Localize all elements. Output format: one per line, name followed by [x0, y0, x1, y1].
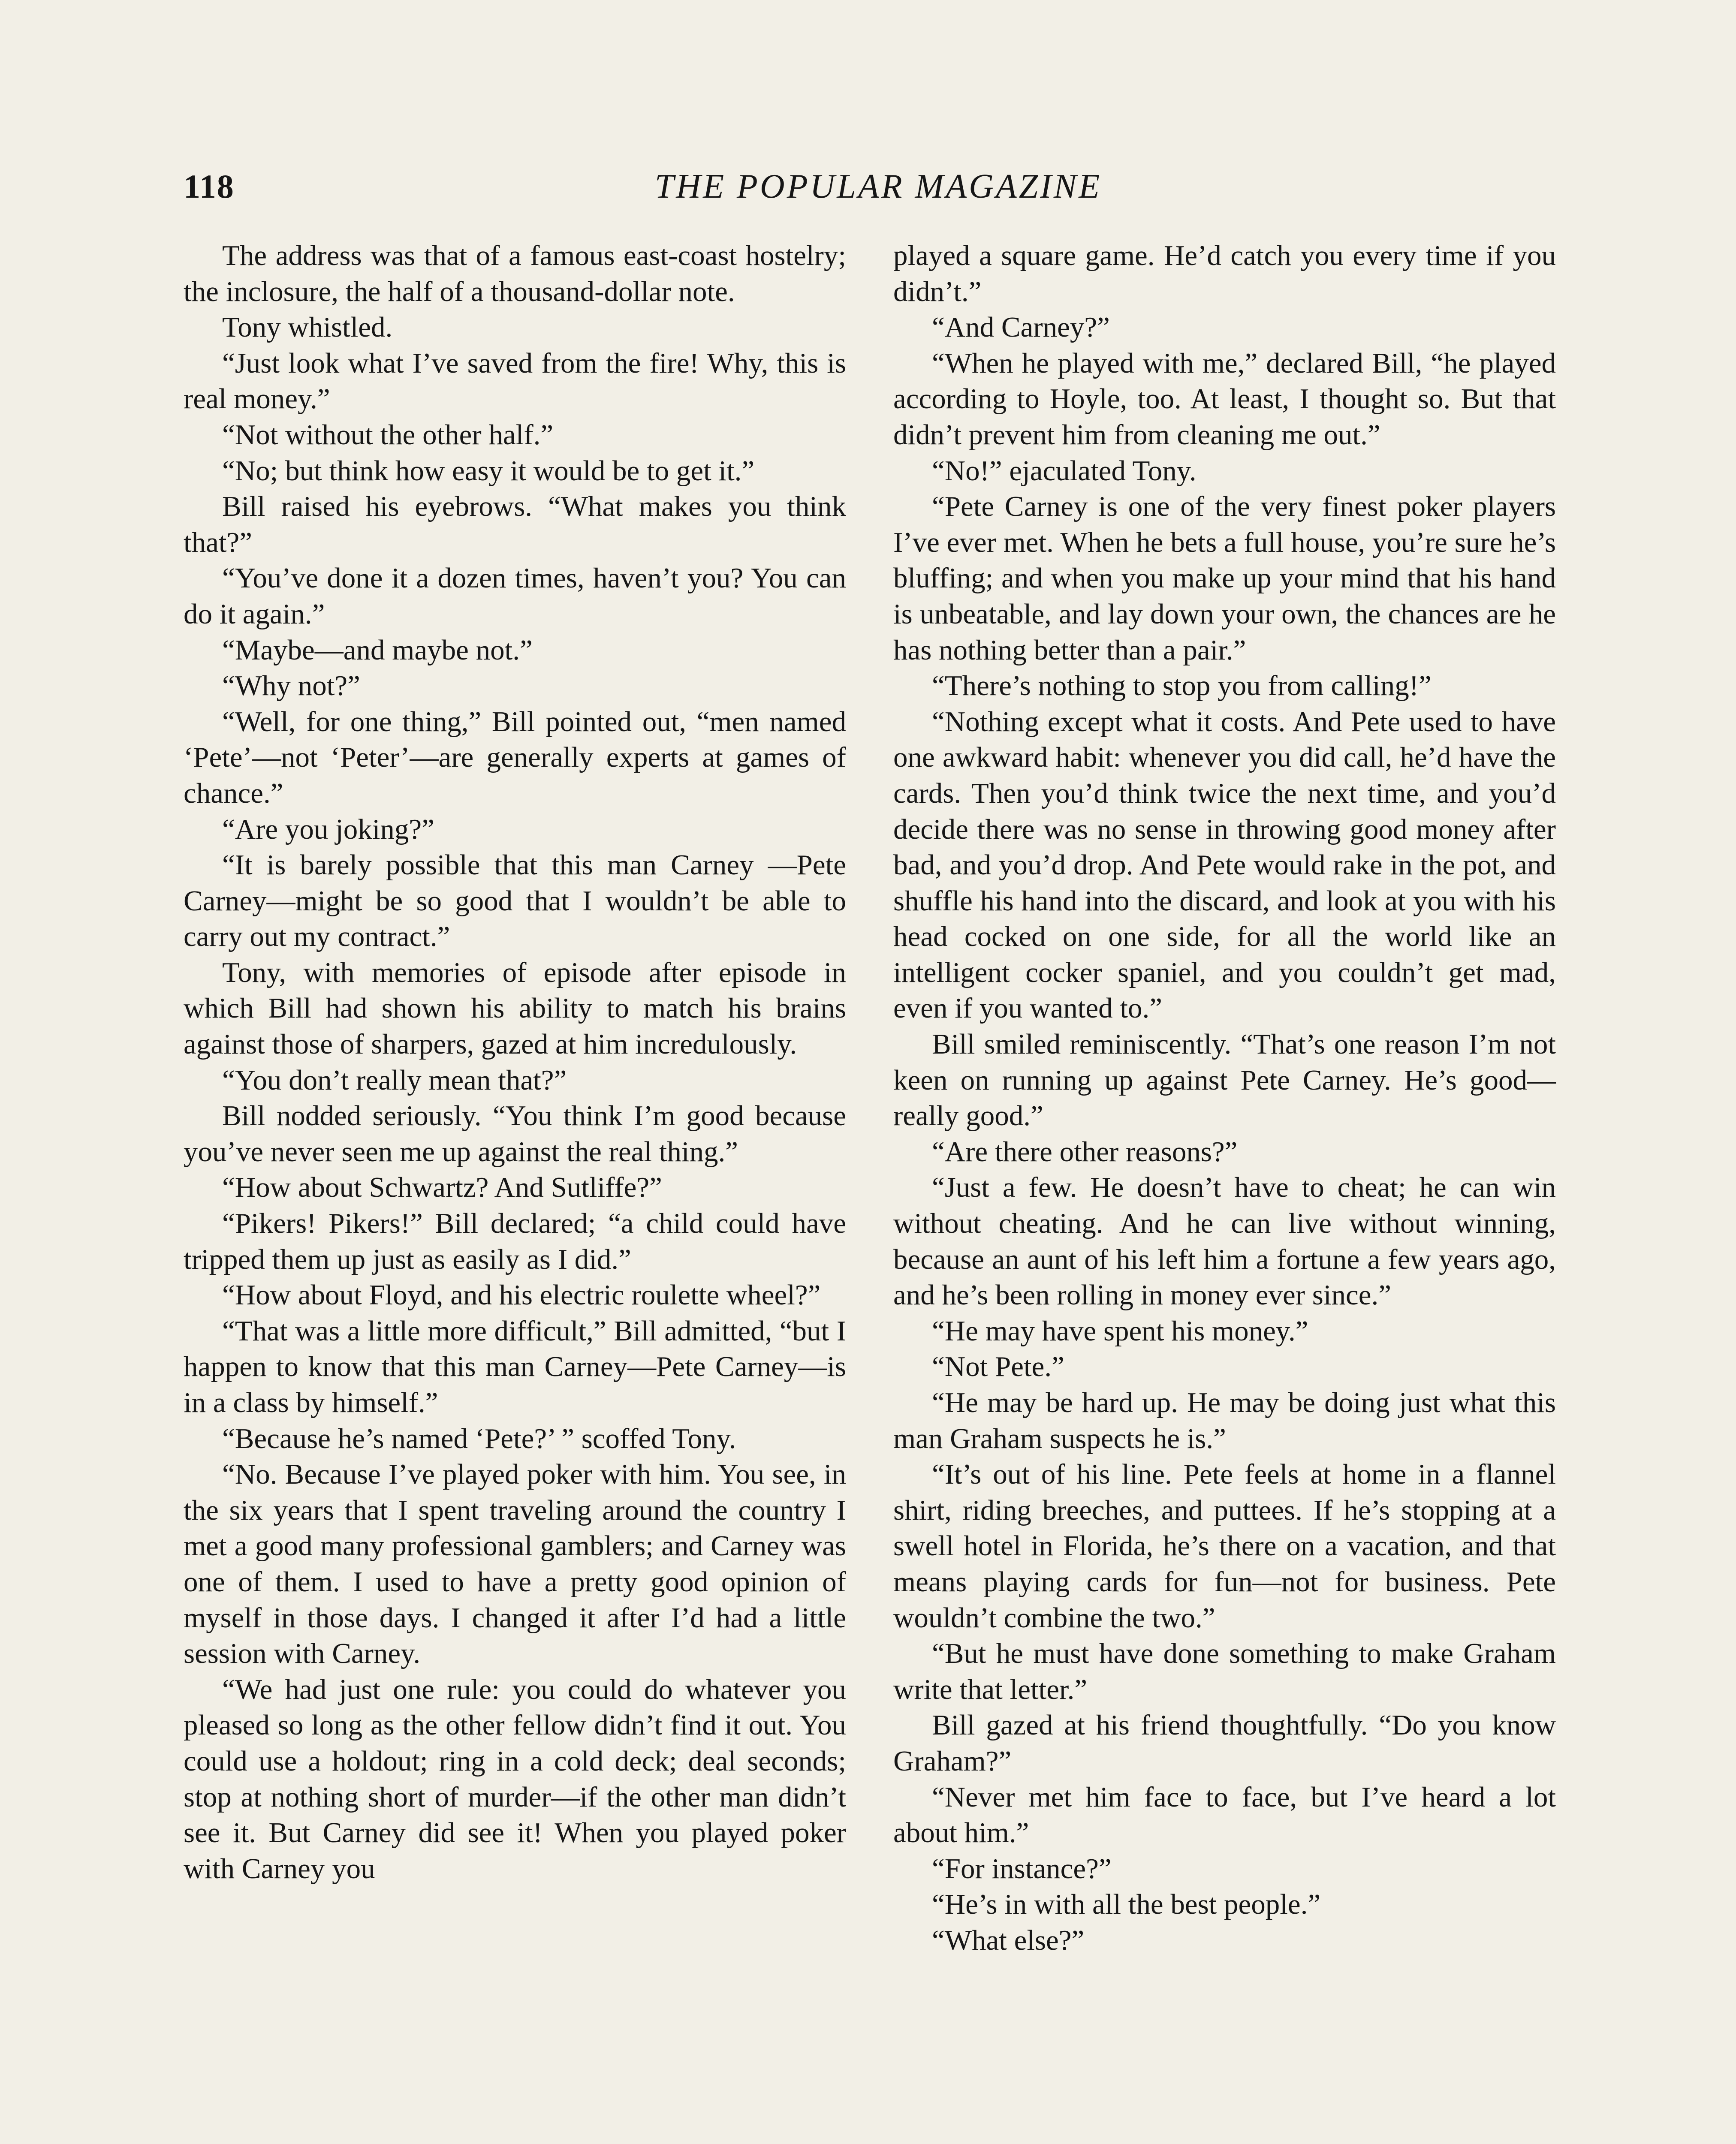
- paragraph: Bill nodded seriously. “You think I’m good because you’ve never seen me up against the real thing.”: [184, 1100, 846, 1168]
- paragraph: “Not Pete.”: [932, 1351, 1064, 1383]
- paragraph: “When he played with me,” declared Bill, “he played according to Hoyle, too. At least, I thought so. But that didn’t prevent him from cleaning me out.”: [893, 347, 1556, 451]
- text-columns: [184, 238, 1564, 2144]
- paragraph: “And Carney?”: [932, 311, 1110, 343]
- paragraph: “You don’t really mean that?”: [222, 1064, 567, 1096]
- paragraph: “He’s in with all the best people.”: [932, 1888, 1321, 1921]
- paragraph: “He may have spent his money.”: [932, 1315, 1308, 1347]
- paragraph: Tony whistled.: [222, 311, 393, 343]
- paragraph: “How about Floyd, and his electric roulette wheel?”: [222, 1279, 821, 1311]
- paragraph: “Why not?”: [222, 670, 360, 702]
- paragraph: “For instance?”: [932, 1852, 1112, 1885]
- paragraph: “No!” ejaculated Tony.: [932, 455, 1197, 487]
- paragraph: “Nothing except what it costs. And Pete used to have one awkward habit: whenever you did call, he’d have the cards. Then you’d think twice the next time, and you’d decide there was no sense in throwing good money after bad, and you’d drop. And Pete would rake in the pot, and shuffle his hand into the discard, and look at you with his head cocked on one side, for all the world like an intelligent cocker spaniel, and you couldn’t get mad, even if you wanted to.”: [893, 705, 1556, 1024]
- paragraph: “That was a little more difficult,” Bill admitted, “but I happen to know that this man Carney—Pete Carney—is in a class by himself.”: [184, 1315, 846, 1418]
- paragraph: “Never met him face to face, but I’ve heard a lot about him.”: [893, 1781, 1556, 1849]
- paragraph: Tony, with memories of episode after episode in which Bill had shown his ability to match his brains against those of sharpers, gazed at him incredulously.: [184, 956, 846, 1060]
- paragraph: “Pikers! Pikers!” Bill declared; “a child could have tripped them up just as easily as I did.”: [184, 1208, 846, 1275]
- page-header: [184, 154, 1564, 214]
- paragraph: “Are there other reasons?”: [932, 1135, 1238, 1168]
- paragraph: “He may be hard up. He may be doing just what this man Graham suspects he is.”: [893, 1387, 1556, 1454]
- paragraph: “Are you joking?”: [222, 813, 434, 845]
- paragraph: The address was that of a famous east-coast hostelry; the inclosure, the half of a thousand-dollar note.: [184, 240, 846, 307]
- paragraph: Bill raised his eyebrows. “What makes you think that?”: [184, 491, 846, 558]
- paragraph: “Pete Carney is one of the very finest poker players I’ve ever met. When he bets a full house, you’re sure he’s bluffing; and when you make up your mind that his hand is unbeatable, and lay down your own, the chances are he has nothing better than a pair.”: [893, 491, 1556, 666]
- paragraph: “We had just one rule: you could do whatever you pleased so long as the other fellow didn’t find it out. You could use a holdout; ring in a cold deck; deal seconds; stop at nothing short of murder—if the other man didn’t see it. But Carney did see it! When you played poker with Carney you: [184, 1673, 846, 1885]
- paragraph: “Just look what I’ve saved from the fire! Why, this is real money.”: [184, 347, 846, 415]
- paragraph: “Because he’s named ‘Pete?’ ” scoffed Tony.: [222, 1422, 736, 1454]
- paragraph: “There’s nothing to stop you from calling!”: [932, 670, 1432, 702]
- paragraph: “Just a few. He doesn’t have to cheat; he can win without cheating. And he can live without winning, because an aunt of his left him a fortune a few years ago, and he’s been rolling in money ever since.”: [893, 1171, 1556, 1311]
- running-title: THE POPULAR MAGAZINE: [654, 168, 1102, 205]
- paragraph: Bill gazed at his friend thoughtfully. “Do you know Graham?”: [893, 1709, 1556, 1777]
- paragraph: “Well, for one thing,” Bill pointed out, “men named ‘Pete’—not ‘Peter’—are generally experts at games of chance.”: [184, 705, 846, 809]
- left-column: [184, 238, 846, 1887]
- page-number: 118: [184, 168, 235, 205]
- paragraph: Bill smiled reminiscently. “That’s one reason I’m not keen on running up against Pete Carney. He’s good—really good.”: [893, 1028, 1556, 1132]
- paragraph: “How about Schwartz? And Sutliffe?”: [222, 1171, 662, 1204]
- paragraph: “Not without the other half.”: [222, 419, 554, 451]
- paragraph: “What else?”: [932, 1924, 1085, 1956]
- paragraph: “No. Because I’ve played poker with him. You see, in the six years that I spent traveling around the country I met a good many professional gamblers; and Carney was one of them. I used to have a pretty good opinion of myself in those days. I changed it after I’d had a little session with Carney.: [184, 1458, 846, 1670]
- paragraph: “But he must have done something to make Graham write that letter.”: [893, 1638, 1556, 1705]
- paragraph: played a square game. He’d catch you every time if you didn’t.”: [893, 240, 1556, 307]
- paragraph: “It is barely possible that this man Carney —Pete Carney—might be so good that I wouldn’t be able to carry out my contract.”: [184, 849, 846, 953]
- right-column: [893, 238, 1556, 1959]
- paragraph: “It’s out of his line. Pete feels at home in a flannel shirt, riding breeches, and puttees. If he’s stopping at a swell hotel in Florida, he’s there on a vacation, and that means playing cards for fun—not for business. Pete wouldn’t combine the two.”: [893, 1458, 1556, 1634]
- paragraph: “No; but think how easy it would be to get it.”: [222, 455, 755, 487]
- paragraph: “You’ve done it a dozen times, haven’t you? You can do it again.”: [184, 562, 846, 630]
- paragraph: “Maybe—and maybe not.”: [222, 634, 533, 666]
